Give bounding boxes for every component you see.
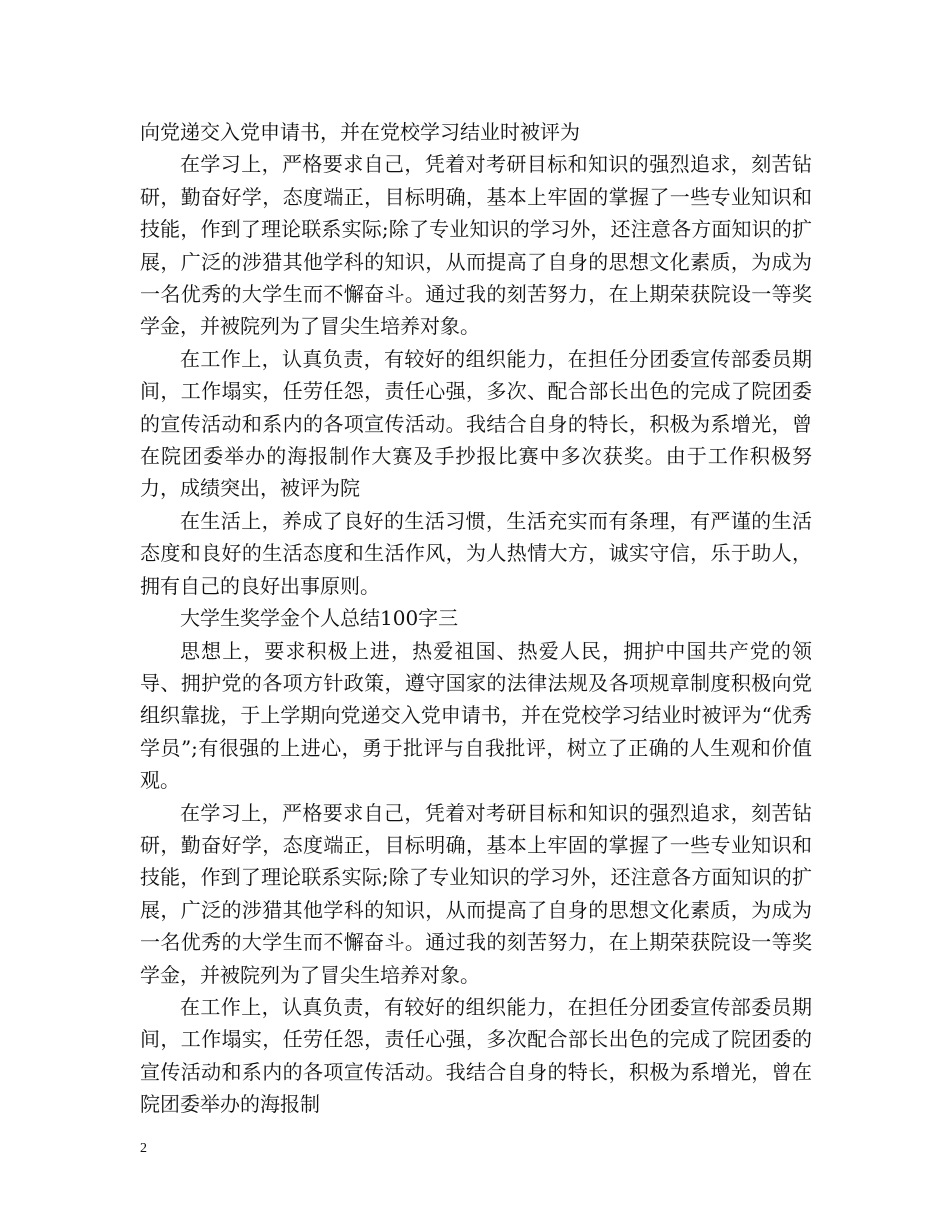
paragraph-thought: 思想上，要求积极上进，热爱祖国、热爱人民，拥护中国共产党的领导、拥护党的各项方针政策，遵守国家的法律法规及各项规章制度积极向党组织靠拢，于上学期向党递交入党申请书，并在党校学习结业时被评为“优秀学员”;有很强的上进心，勇于批评与自我批评，树立了正确的人生观和价值观。: [140, 638, 812, 793]
paragraph-study: 在学习上，严格要求自己，凭着对考研目标和知识的强烈追求，刻苦钻研，勤奋好学，态度端正，目标明确，基本上牢固的掌握了一些专业知识和技能，作到了理论联系实际;除了专业知识的学习外，还注意各方面知识的扩展，广泛的涉猎其他学科的知识，从而提高了自身的思想文化素质，为成为一名优秀的大学生而不懈奋斗。通过我的刻苦努力，在上期荣获院设一等奖学金，并被院列为了冒尖生培养对象。: [140, 152, 812, 339]
section-heading: 大学生奖学金个人总结100字三: [180, 606, 459, 631]
paragraph-continued: 向党递交入党申请书，并在党校学习结业时被评为: [140, 120, 580, 144]
paragraph-work: 在工作上，认真负责，有较好的组织能力，在担任分团委宣传部委员期间，工作塌实，任劳任怨，责任心强，多次、配合部长出色的完成了院团委的宣传活动和系内的各项宣传活动。我结合自身的特长，积极为系增光，曾在院团委举办的海报制作大赛及手抄报比赛中多次获奖。由于工作积极努力，成绩突出，被评为院: [140, 346, 812, 501]
paragraph-study-2: 在学习上，严格要求自己，凭着对考研目标和知识的强烈追求，刻苦钻研，勤奋好学，态度端正，目标明确，基本上牢固的掌握了一些专业知识和技能，作到了理论联系实际;除了专业知识的学习外，还注意各方面知识的扩展，广泛的涉猎其他学科的知识，从而提高了自身的思想文化素质，为成为一名优秀的大学生而不懈奋斗。通过我的刻苦努力，在上期荣获院设一等奖学金，并被院列为了冒尖生培养对象。: [140, 800, 812, 987]
document-body: [140, 116, 812, 1121]
paragraph-work-2: 在工作上，认真负责，有较好的组织能力，在担任分团委宣传部委员期间，工作塌实，任劳任怨，责任心强，多次配合部长出色的完成了院团委的宣传活动和系内的各项宣传活动。我结合自身的特长，积极为系增光，曾在院团委举办的海报制: [140, 994, 812, 1117]
paragraph-life: 在生活上，养成了良好的生活习惯，生活充实而有条理，有严谨的生活态度和良好的生活态度和生活作风，为人热情大方，诚实守信，乐于助人，拥有自己的良好出事原则。: [140, 508, 812, 598]
page-number: 2: [140, 1141, 147, 1156]
